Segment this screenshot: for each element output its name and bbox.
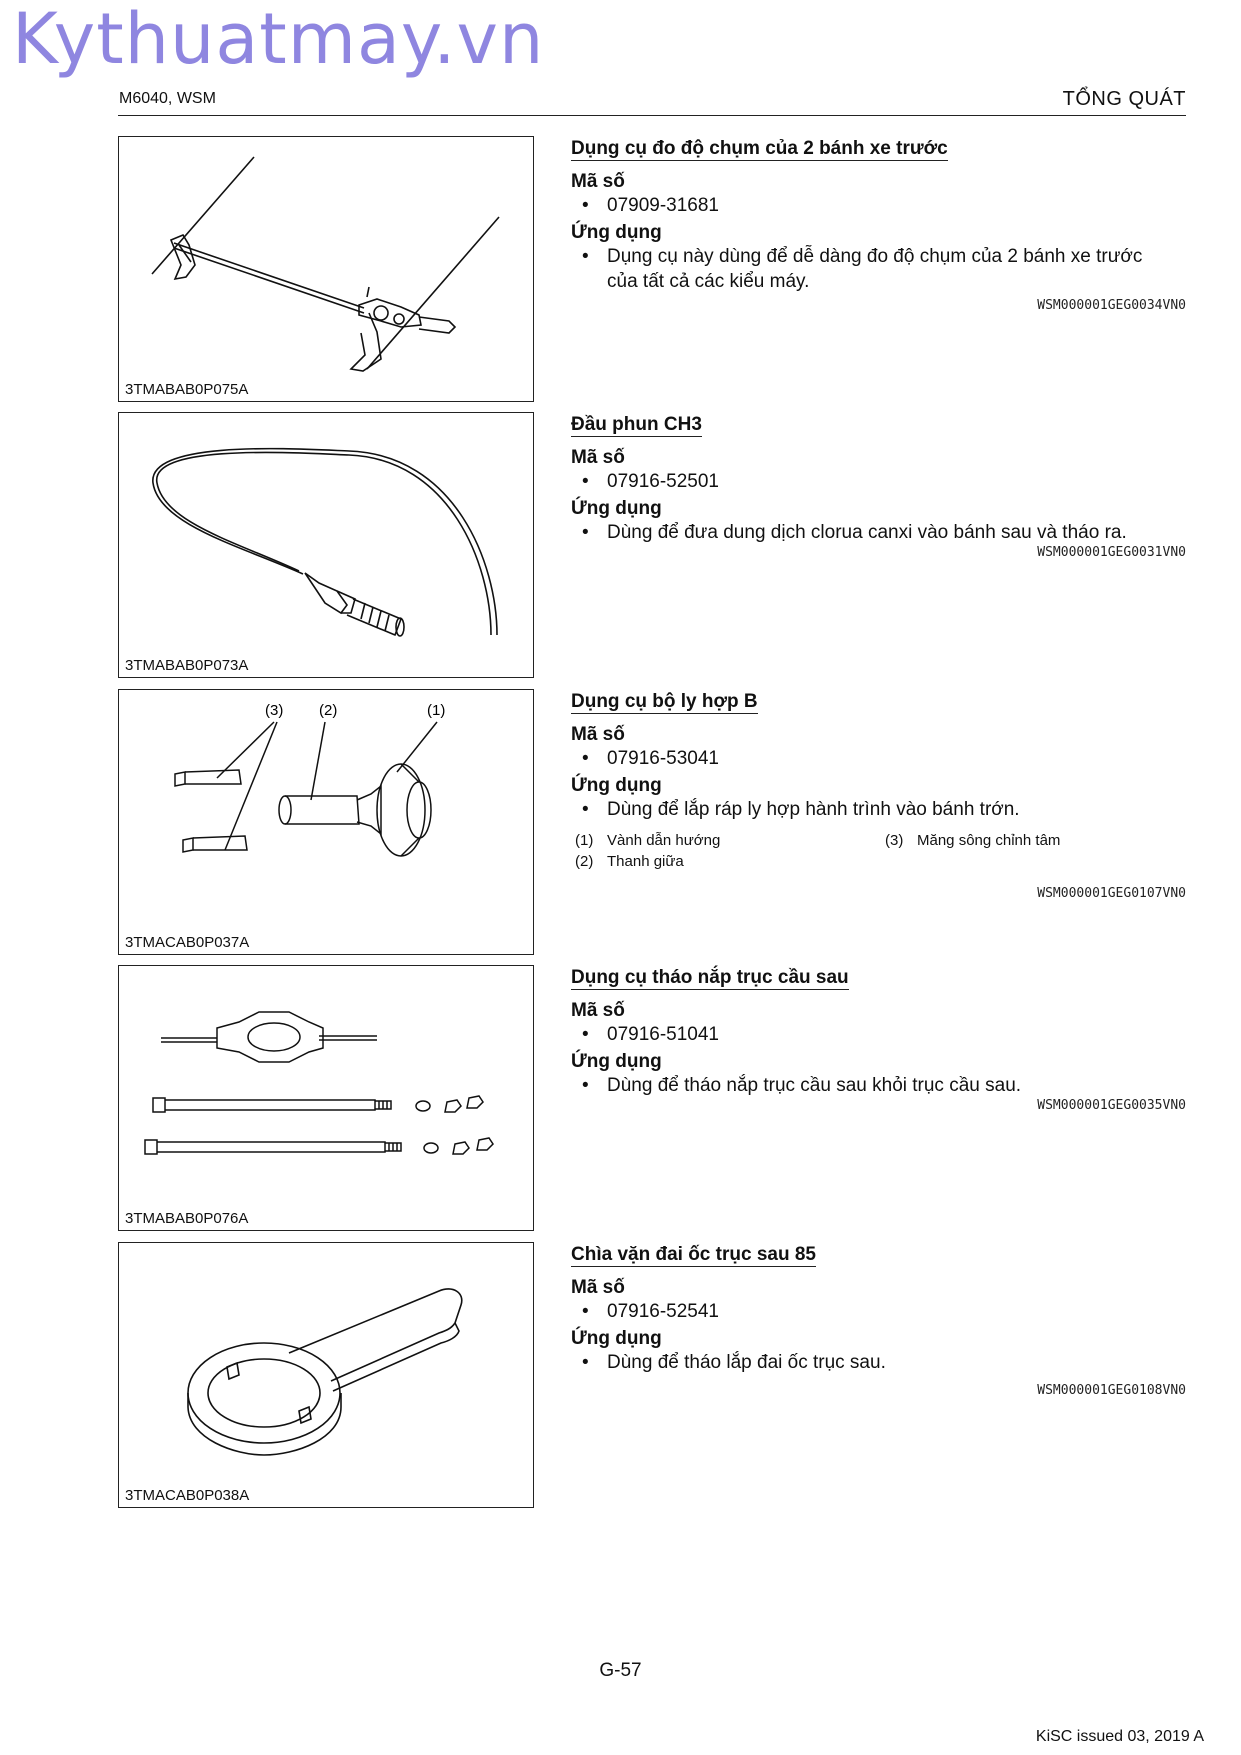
figure-code: 3TMACAB0P037A	[125, 934, 250, 951]
code-value: 07916-53041	[607, 748, 719, 769]
part-1: (1) Vành dẫn hướng	[575, 832, 721, 849]
tool-description	[571, 136, 1186, 313]
code-label: Mã số	[571, 724, 625, 745]
code-item: • 07916-52541	[582, 1301, 719, 1322]
use-text: Dùng để tháo lắp đai ốc trục sau.	[607, 1352, 886, 1373]
use-label: Ứng dụng	[571, 775, 662, 796]
use-item: • Dụng cụ này dùng để dễ dàng đo độ chụm của 2 bánh xe trước của tất cả các kiểu máy.	[582, 246, 1143, 292]
use-item: • Dùng để tháo lắp đai ốc trục sau.	[582, 1352, 886, 1373]
figure-code: 3TMABAB0P076A	[125, 1210, 249, 1227]
part-2: (2) Thanh giữa	[575, 853, 684, 870]
figure-code: 3TMACAB0P038A	[125, 1487, 250, 1504]
reference-code: WSM000001GEG0031VN0	[1037, 545, 1186, 560]
tool-section-ch3-nozzle	[118, 412, 1186, 678]
code-item: • 07916-53041	[582, 748, 719, 769]
code-label: Mã số	[571, 1000, 625, 1021]
tool-description	[571, 689, 1186, 901]
header-chapter: TỔNG QUÁT	[1062, 88, 1186, 110]
use-text: Dùng để tháo nắp trục cầu sau khỏi trục cầu sau.	[607, 1075, 1022, 1096]
code-value: 07916-52541	[607, 1301, 719, 1322]
tool-title: Chìa vặn đai ốc trục sau 85	[571, 1244, 816, 1265]
figure-code: 3TMABAB0P073A	[125, 657, 249, 674]
callout-2: (2)	[319, 702, 338, 719]
part-3: (3) Măng sông chỉnh tâm	[885, 832, 1061, 849]
header-model: M6040, WSM	[119, 90, 216, 107]
tool-description	[571, 965, 1186, 1113]
figure-axle-cap-puller	[118, 965, 534, 1231]
tool-title: Dụng cụ tháo nắp trục cầu sau	[571, 967, 849, 988]
code-item: • 07916-52501	[582, 471, 719, 492]
ch3-nozzle-illustration	[119, 413, 532, 676]
use-item: • Dùng để lắp ráp ly hợp hành trình vào bánh trớn.	[582, 799, 1020, 820]
use-item: • Dùng để tháo nắp trục cầu sau khỏi trục cầu sau.	[582, 1075, 1022, 1096]
code-label: Mã số	[571, 171, 625, 192]
callout-3: (3)	[265, 702, 284, 719]
code-value: 07909-31681	[607, 195, 719, 216]
reference-code: WSM000001GEG0035VN0	[1037, 1098, 1186, 1113]
callout-1: (1)	[427, 702, 446, 719]
use-item: • Dùng để đưa dung dịch clorua canxi vào bánh sau và tháo ra.	[582, 522, 1127, 543]
figure-toe-in-gauge	[118, 136, 534, 402]
use-label: Ứng dụng	[571, 222, 662, 243]
use-text: Dùng để lắp ráp ly hợp hành trình vào bánh trớn.	[607, 799, 1020, 820]
use-label: Ứng dụng	[571, 498, 662, 519]
issue-note: KiSC issued 03, 2019 A	[1035, 1728, 1204, 1745]
reference-code: WSM000001GEG0108VN0	[1037, 1383, 1186, 1398]
tool-section-rear-axle-nut-wrench	[118, 1242, 1186, 1508]
tool-title: Dụng cụ bộ ly hợp B	[571, 691, 758, 712]
clutch-tool-b-illustration	[119, 690, 532, 953]
use-text-line-1: Dụng cụ này dùng để dễ dàng đo độ chụm của 2 bánh xe trước	[607, 246, 1143, 267]
figure-rear-axle-nut-wrench	[118, 1242, 534, 1508]
header-rule	[118, 115, 1186, 116]
tool-description	[571, 412, 1186, 560]
use-text: Dùng để đưa dung dịch clorua canxi vào bánh sau và tháo ra.	[607, 522, 1127, 543]
watermark-logo: Kythuatmay.vn	[12, 0, 545, 80]
tool-section-axle-cap-puller	[118, 965, 1186, 1231]
axle-cap-puller-illustration	[119, 966, 532, 1229]
use-text-line-2: của tất cả các kiểu máy.	[607, 271, 810, 292]
use-label: Ứng dụng	[571, 1051, 662, 1072]
page-number: G-57	[599, 1660, 642, 1681]
toe-in-gauge-illustration	[119, 137, 532, 400]
figure-clutch-tool-b	[118, 689, 534, 955]
tool-section-clutch-tool-b	[118, 689, 1186, 955]
figure-ch3-nozzle	[118, 412, 534, 678]
tool-title: Dụng cụ đo độ chụm của 2 bánh xe trước	[571, 138, 948, 159]
code-label: Mã số	[571, 447, 625, 468]
code-value: 07916-51041	[607, 1024, 719, 1045]
use-label: Ứng dụng	[571, 1328, 662, 1349]
figure-code: 3TMABAB0P075A	[125, 381, 249, 398]
tool-description	[571, 1242, 1186, 1398]
code-item: • 07909-31681	[582, 195, 719, 216]
parts-legend	[571, 832, 1186, 876]
code-value: 07916-52501	[607, 471, 719, 492]
code-label: Mã số	[571, 1277, 625, 1298]
tool-title: Đầu phun CH3	[571, 414, 702, 435]
tool-section-toe-in-gauge	[118, 136, 1186, 402]
rear-axle-nut-wrench-illustration	[119, 1243, 532, 1506]
reference-code: WSM000001GEG0107VN0	[1037, 886, 1186, 901]
code-item: • 07916-51041	[582, 1024, 719, 1045]
reference-code: WSM000001GEG0034VN0	[1037, 298, 1186, 313]
